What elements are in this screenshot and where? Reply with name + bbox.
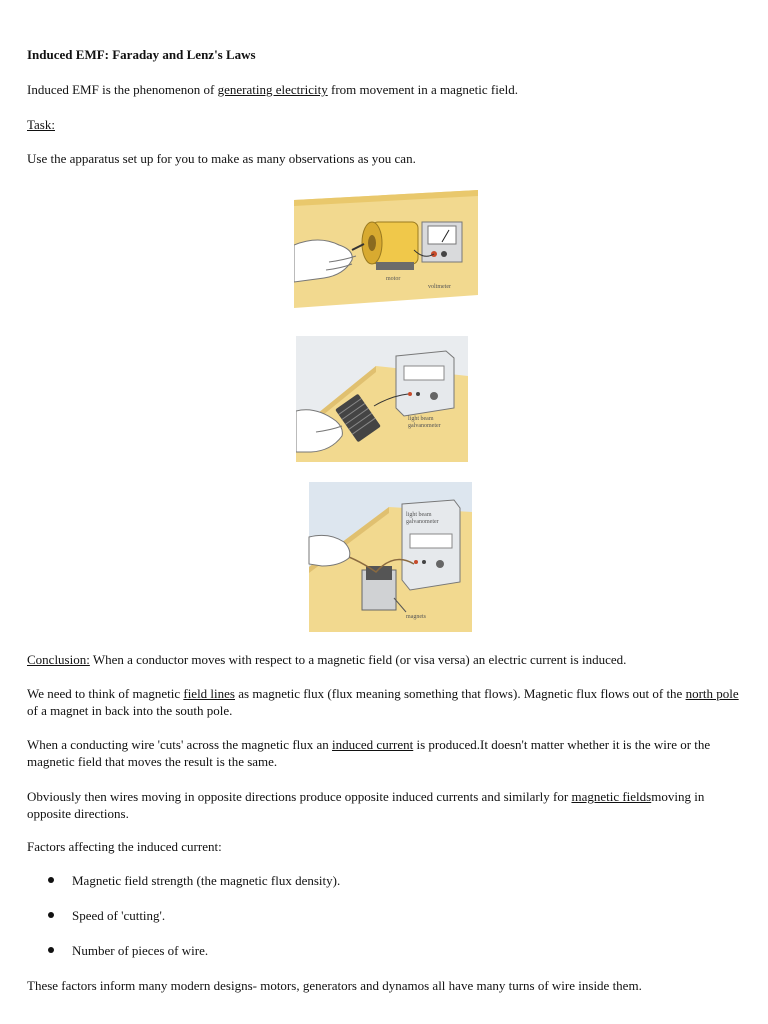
factor-item: Number of pieces of wire.	[72, 943, 209, 958]
cut-text-2: is produced.It doesn't matter whether it is the wire or the magnetic field that moves the result is the same.	[27, 737, 711, 769]
bullet-dot	[48, 947, 54, 953]
flux-text-2: as magnetic flux (flux meaning something that flows). Magnetic flux flows out of the	[235, 686, 686, 701]
figure-magnet-galvanometer	[296, 336, 468, 462]
conclusion-label: Conclusion:	[27, 652, 90, 667]
cut-paragraph	[27, 736, 739, 770]
fig1-label-voltmeter: voltmeter	[428, 284, 451, 290]
north-pole-link[interactable]: north pole	[685, 686, 739, 701]
conclusion-text: When a conductor moves with respect to a magnetic field (or visa versa) an electric current is induced.	[89, 652, 627, 667]
magnet-galvanometer-illustration	[296, 336, 468, 462]
factor-item: Speed of 'cutting'.	[72, 908, 166, 923]
wire-magnets-illustration	[294, 482, 472, 632]
task-label	[27, 116, 55, 133]
intro-text-after: from movement in a magnetic field.	[327, 82, 518, 97]
flux-paragraph	[27, 685, 739, 719]
task-text: Use the apparatus set up for you to make as many observations as you can.	[27, 151, 416, 166]
generating-electricity-link[interactable]: generating electricity	[217, 82, 328, 97]
page-title: Induced EMF: Faraday and Lenz's Laws	[27, 47, 256, 62]
magnetic-fields-link[interactable]: magnetic fields	[571, 789, 652, 804]
fig3-label-galvanometer: galvanometer	[406, 519, 439, 525]
fig1-label-motor: motor	[386, 276, 401, 282]
intro-paragraph	[27, 81, 518, 98]
factors-heading: Factors affecting the induced current:	[27, 839, 222, 854]
task-label-text: Task:	[27, 117, 55, 132]
induced-current-link[interactable]: induced current	[332, 737, 414, 752]
figure-wire-magnets-galvanometer	[294, 482, 472, 632]
flux-text-3: of a magnet in back into the south pole.	[27, 703, 233, 718]
fig3-label-magnets: magnets	[406, 614, 426, 620]
fig2-label-light-beam: light beam	[408, 416, 434, 422]
closing-paragraph: These factors inform many modern designs- motors, generators and dynamos all have many turns of wire inside them.	[27, 978, 642, 993]
motor-voltmeter-illustration	[294, 190, 478, 310]
intro-text-before: Induced EMF is the phenomenon of	[27, 82, 218, 97]
opposite-text-2: moving in opposite directions.	[27, 789, 705, 821]
fig3-label-light-beam: light beam	[406, 512, 432, 518]
fig2-label-galvanometer: galvanometer	[408, 423, 441, 429]
bullet-dot	[48, 877, 54, 883]
opposite-paragraph	[27, 788, 739, 822]
figure-motor-voltmeter	[294, 190, 478, 310]
opposite-text-1: Obviously then wires moving in opposite directions produce opposite induced currents and similarly for	[27, 789, 572, 804]
cut-text-1: When a conducting wire 'cuts' across the magnetic flux an	[27, 737, 333, 752]
flux-text-1: We need to think of magnetic	[27, 686, 184, 701]
field-lines-link[interactable]: field lines	[183, 686, 235, 701]
factor-item: Magnetic field strength (the magnetic flux density).	[72, 873, 341, 888]
bullet-dot	[48, 912, 54, 918]
conclusion-paragraph	[27, 651, 626, 668]
